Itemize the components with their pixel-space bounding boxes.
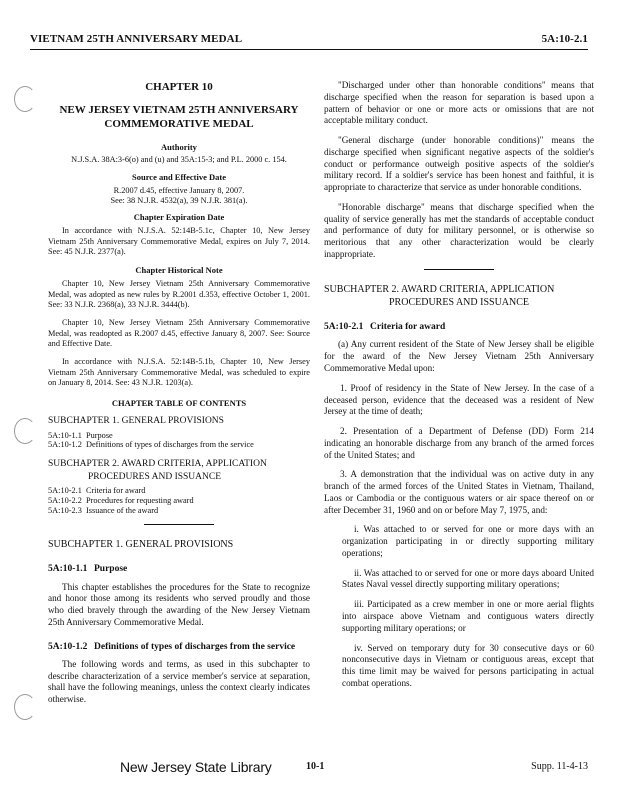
section-title: Criteria for award [370, 322, 446, 333]
criteria-item: 2. Presentation of a Department of Defense (DD) Form 214 indicating an honorable discharge from any branch of the armed forces of the United States; and [324, 426, 594, 460]
section-divider [144, 524, 214, 525]
header-title: VIETNAM 25TH ANNIVERSARY MEDAL [30, 33, 243, 45]
section-divider [424, 269, 494, 270]
chapter-title: NEW JERSEY VIETNAM 25TH ANNIVERSARY COMMEMORATIVE MEDAL [59, 104, 299, 130]
history-paragraph: Chapter 10, New Jersey Vietnam 25th Anniversary Commemorative Medal, was readopted as R.2007 d.45, effective January 8, 2007. See: Source and Effective Date. [48, 318, 310, 349]
chapter-label: CHAPTER 10 [145, 81, 213, 93]
toc-entry-number: 5A:10-2.2 [48, 495, 82, 505]
criteria-paragraph: (a) Any current resident of the State of New Jersey shall be eligible for the award of the New Jersey Vietnam 25th Anniversary Commemorative Medal upon: [324, 339, 594, 373]
definition-paragraph: "Honorable discharge" means that discharge specified when the quality of service generally has met the standards of acceptable conduct and performance of duty for military personnel, or is otherwise so meritorious that any other characterization would be clearly inappropriate. [324, 201, 594, 259]
right-column [324, 80, 594, 698]
criteria-subitem: iii. Participated as a crew member in one or more aerial flights into airspace above Vietnam and contiguous waters directly supporting military operations; or [342, 599, 594, 633]
section-heading [48, 563, 310, 575]
toc-subchapter-line: PROCEDURES AND ISSUANCE [88, 471, 222, 482]
criteria-subitem: ii. Was attached to or served for one or more days aboard United States Naval vessel directly supporting military operations; [342, 567, 594, 590]
authority-heading: Authority [161, 141, 197, 152]
source-heading: Source and Effective Date [131, 171, 227, 182]
section-paragraph: The following words and terms, as used in this subchapter to describe characterization of a service member's service at separation, shall have the following meanings, unless the context clearly indicates otherwise. [48, 658, 310, 705]
definition-paragraph: "General discharge (under honorable conditions)" means the discharge specified when significant negative aspects of the soldier's conduct or performance outweigh positive aspects of the soldier's military record. If a soldier's service has been honest and faithful, it is appropriate to characterize that service as under honorable conditions. [324, 135, 594, 193]
page-number: 10-1 [306, 761, 325, 772]
section-title: Definitions of types of discharges from the service [94, 641, 296, 652]
toc-entry[interactable] [48, 506, 310, 516]
expiration-text: In accordance with N.J.S.A. 52:14B-5.1c, Chapter 10, New Jersey Vietnam 25th Anniversary Commemorative Medal, expires on July 7, 2014. See: 45 N.J.R. 2377(a). [48, 226, 310, 256]
subchapter-heading [324, 284, 594, 310]
toc-entry-number: 5A:10-1.1 [48, 430, 82, 440]
toc-heading: CHAPTER TABLE OF CONTENTS [111, 398, 247, 409]
section-paragraph: This chapter establishes the procedures for the State to recognize and honor those among its residents who served proudly and those who died bravely through the awarding of the New Jersey Vietnam 25th Anniversary Commemorative Medal. [48, 581, 310, 627]
toc-entry-number: 5A:10-2.1 [48, 485, 82, 495]
toc-entry-title: Definitions of types of discharges from the service [86, 440, 254, 450]
criteria-item: 1. Proof of residency in the State of New Jersey. In the case of a deceased person, evidence that the deceased was a resident of New Jersey at the time of death; [324, 382, 594, 417]
toc-entry-title: Issuance of the award [86, 505, 159, 515]
toc-entry-number: 5A:10-2.3 [48, 505, 82, 515]
section-heading [324, 321, 594, 333]
source-line: See: 38 N.J.R. 4532(a), 39 N.J.R. 381(a). [110, 196, 248, 206]
history-heading: Chapter Historical Note [135, 265, 223, 276]
binder-hole-mark [14, 694, 36, 720]
authority-text: N.J.S.A. 38A:3-6(o) and (u) and 35A:15-3; and P.L. 2000 c. 154. [71, 155, 287, 165]
library-watermark: New Jersey State Library [120, 759, 272, 775]
subchapter-heading: SUBCHAPTER 1. GENERAL PROVISIONS [48, 538, 234, 550]
toc-entry-number: 5A:10-1.2 [48, 440, 82, 450]
running-header [30, 33, 588, 45]
criteria-subitem: iv. Served on temporary duty for 30 consecutive days or 60 nonconsecutive days in Vietnam or contiguous areas, except that this time limit may be waived for persons participating in actual combat operations. [342, 642, 594, 688]
source-line: R.2007 d.45, effective January 8, 2007. [113, 185, 245, 195]
toc-entry[interactable] [48, 440, 310, 450]
section-number: 5A:10-2.1 [324, 322, 364, 333]
expiration-heading: Chapter Expiration Date [133, 212, 225, 223]
binder-hole-mark [14, 86, 36, 112]
criteria-item: 3. A demonstration that the individual was on active duty in any branch of the armed forces of the United States in Vietnam, Thailand, Laos or Cambodia or the contiguous waters or air space thereof on or after December 31, 1960 and on or before May 7, 1975, and: [324, 469, 594, 515]
toc-entry-title: Purpose [86, 430, 113, 440]
toc-entry-title: Procedures for requesting award [86, 495, 194, 505]
toc-entry-title: Criteria for award [86, 485, 146, 495]
toc-list [48, 486, 310, 516]
toc-entry[interactable] [48, 496, 310, 506]
left-column [48, 80, 310, 714]
criteria-subitem: i. Was attached to or served for one or more days with an organization participating in or directly supporting military operations; [342, 524, 594, 558]
definition-paragraph: "Discharged under other than honorable conditions" means that discharge specified when the reason for separation is based upon a pattern of behavior or one or more acts or omissions that are not acceptable military conduct. [324, 80, 594, 126]
toc-entry[interactable] [48, 431, 310, 441]
toc-subchapter-line: SUBCHAPTER 2. AWARD CRITERIA, APPLICATION [48, 459, 267, 470]
section-number: 5A:10-1.2 [48, 641, 88, 652]
section-title: Purpose [94, 564, 128, 575]
supplement-date: Supp. 11-4-13 [531, 761, 588, 772]
toc-subchapter [48, 458, 310, 482]
history-paragraph: Chapter 10, New Jersey Vietnam 25th Anniversary Commemorative Medal, was adopted as new rules by R.2001 d.353, effective October 1, 2001. See: 33 N.J.R. 2368(a), 33 N.J.R. 3444(b). [48, 279, 310, 309]
header-section: 5A:10-2.1 [541, 33, 588, 45]
toc-entry[interactable] [48, 486, 310, 496]
subchapter-heading-line: SUBCHAPTER 2. AWARD CRITERIA, APPLICATION [324, 283, 555, 295]
toc-subchapter: SUBCHAPTER 1. GENERAL PROVISIONS [48, 416, 224, 427]
section-heading [48, 641, 310, 653]
toc-list [48, 431, 310, 451]
header-rule [30, 49, 588, 50]
subchapter-heading-line: PROCEDURES AND ISSUANCE [388, 296, 530, 308]
binder-hole-mark [14, 418, 36, 444]
section-number: 5A:10-1.1 [48, 564, 88, 575]
history-paragraph: In accordance with N.J.S.A. 52:14B-5.1b, Chapter 10, New Jersey Vietnam 25th Anniversary Commemorative Medal, was scheduled to expire on January 8, 2014. See: 43 N.J.R. 1203(a). [48, 357, 310, 388]
